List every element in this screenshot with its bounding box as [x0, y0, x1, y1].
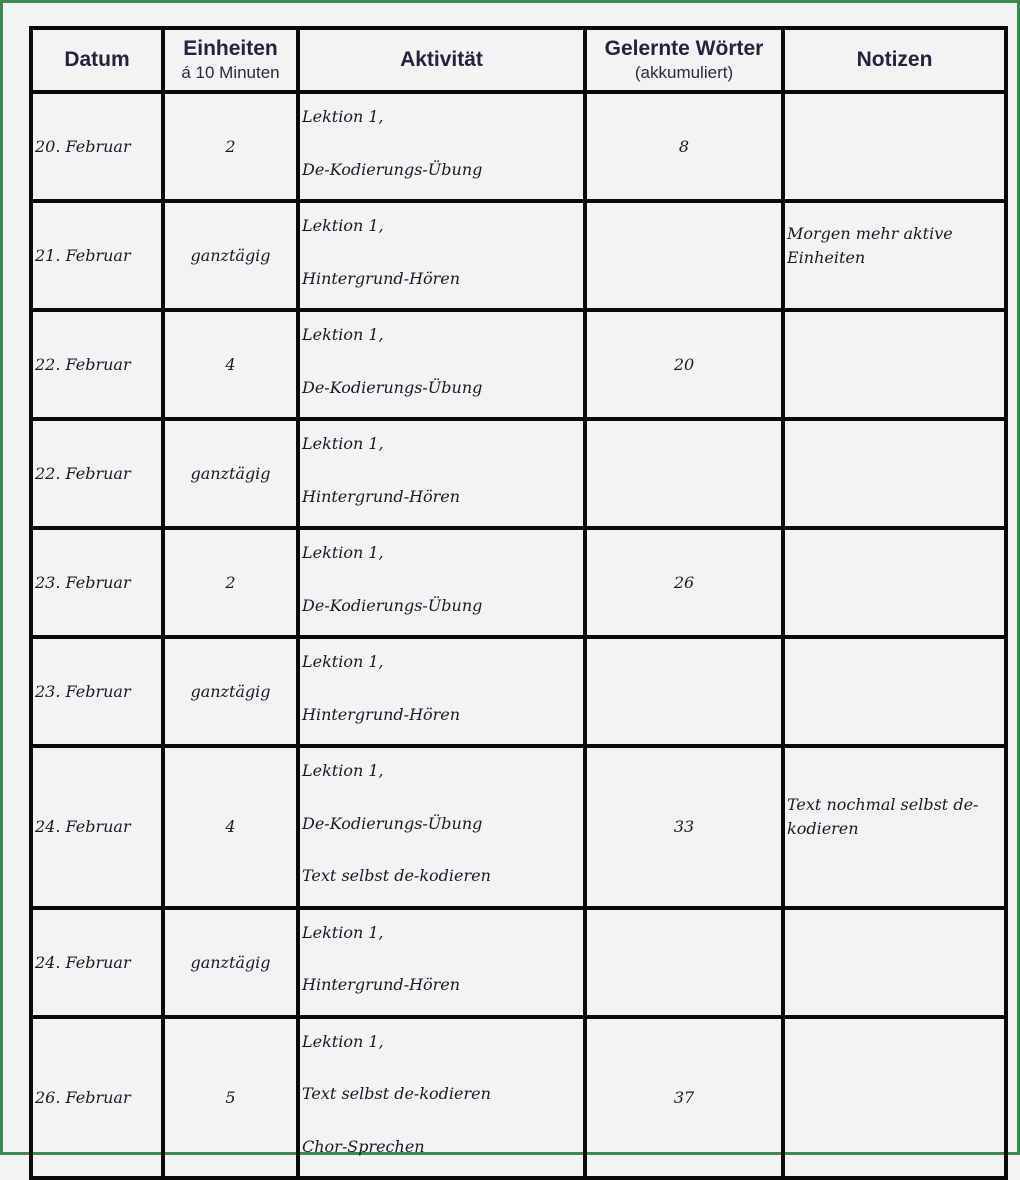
date-text: 22. Februar: [35, 355, 131, 374]
cell-date: [31, 746, 163, 908]
cell-date: [31, 908, 163, 1017]
activity-line: De-Kodierungs-Übung: [302, 377, 483, 397]
notes-text: Morgen mehr aktive Einheiten: [787, 223, 953, 267]
cell-activity: [298, 746, 585, 908]
activity-line: De-Kodierungs-Übung: [302, 813, 483, 833]
activity-line: Lektion 1,: [302, 652, 384, 671]
cell-activity: [298, 1017, 585, 1179]
cell-units: [163, 1017, 298, 1179]
activity-line: Hintergrund-Hören: [302, 975, 461, 994]
date-text: 24. Februar: [35, 952, 131, 972]
cell-units: [163, 419, 298, 528]
cell-date: [31, 92, 163, 201]
cell-activity: [298, 908, 585, 1017]
cell-activity: [298, 201, 585, 310]
header-units: [163, 28, 298, 92]
date-text: 21. Februar: [35, 246, 131, 265]
activity-line: Hintergrund-Hören: [302, 268, 461, 288]
activity-line: Lektion 1,: [302, 543, 384, 562]
cell-notes: [783, 419, 1006, 528]
cell-date: [31, 1017, 163, 1179]
words-text: 26: [673, 573, 695, 592]
cell-date: [31, 201, 163, 310]
cell-words: [585, 92, 783, 201]
table-row: [31, 310, 1006, 419]
cell-units: [163, 92, 298, 201]
table-body: [31, 92, 1006, 1178]
header-words-title: Gelernte Wörter: [604, 37, 764, 60]
date-text: 23. Februar: [35, 573, 131, 592]
notes-text: Text nochmal selbst de-kodieren: [787, 794, 979, 838]
cell-words: [585, 528, 783, 637]
cell-notes: [783, 92, 1006, 201]
header-words-subtitle: (akkumuliert): [634, 63, 734, 82]
words-text: 8: [678, 137, 690, 156]
words-text: 37: [673, 1087, 695, 1107]
date-text: 20. Februar: [35, 137, 131, 156]
cell-activity: [298, 528, 585, 637]
cell-notes: [783, 746, 1006, 908]
activity-line: Lektion 1,: [302, 1031, 384, 1051]
activity-line: Lektion 1,: [302, 216, 384, 235]
cell-units: [163, 637, 298, 746]
cell-units: [163, 908, 298, 1017]
activity-line: Hintergrund-Hören: [302, 704, 461, 724]
units-text: 4: [225, 355, 236, 374]
table-row: [31, 637, 1006, 746]
learning-log-table: [29, 26, 1008, 1180]
header-date: [31, 28, 163, 92]
header-words: [585, 28, 783, 92]
activity-line: Hintergrund-Hören: [302, 486, 461, 506]
header-row: [31, 28, 1006, 92]
cell-words: [585, 746, 783, 908]
cell-words: [585, 310, 783, 419]
date-text: 24. Februar: [35, 817, 131, 837]
cell-notes: [783, 201, 1006, 310]
cell-words: [585, 1017, 783, 1179]
cell-notes: [783, 908, 1006, 1017]
header-notes: [783, 28, 1006, 92]
cell-date: [31, 528, 163, 637]
activity-line: Text selbst de-kodieren: [302, 1084, 491, 1103]
cell-activity: [298, 310, 585, 419]
cell-units: [163, 201, 298, 310]
header-units-title: Einheiten: [183, 37, 278, 60]
date-text: 22. Februar: [35, 464, 131, 483]
activity-line: Lektion 1,: [302, 107, 384, 126]
units-text: 2: [225, 573, 236, 592]
cell-words: [585, 201, 783, 310]
activity-line: Chor-Sprechen: [302, 1136, 425, 1156]
cell-activity: [298, 419, 585, 528]
cell-notes: [783, 528, 1006, 637]
cell-activity: [298, 637, 585, 746]
header-activity-title: Aktivität: [400, 48, 483, 71]
header-date-title: Datum: [64, 48, 130, 71]
activity-line: Lektion 1,: [302, 761, 384, 780]
cell-notes: [783, 1017, 1006, 1179]
cell-activity: [298, 92, 585, 201]
cell-notes: [783, 310, 1006, 419]
activity-line: Lektion 1,: [302, 434, 384, 453]
units-text: ganztägig: [190, 682, 271, 701]
units-text: ganztägig: [190, 464, 271, 483]
activity-line: Text selbst de-kodieren: [302, 866, 491, 885]
cell-notes: [783, 637, 1006, 746]
date-text: 23. Februar: [35, 682, 131, 701]
header-units-subtitle: á 10 Minuten: [181, 63, 280, 82]
table-row: [31, 746, 1006, 908]
table-row: [31, 528, 1006, 637]
activity-line: Lektion 1,: [302, 922, 384, 942]
header-notes-title: Notizen: [856, 48, 933, 71]
table-row: [31, 908, 1006, 1017]
words-text: 20: [673, 355, 695, 374]
units-text: ganztägig: [190, 952, 271, 972]
cell-units: [163, 310, 298, 419]
cell-units: [163, 528, 298, 637]
activity-line: De-Kodierungs-Übung: [302, 159, 483, 179]
cell-units: [163, 746, 298, 908]
activity-line: De-Kodierungs-Übung: [302, 595, 483, 615]
table-row: [31, 1017, 1006, 1179]
header-activity: [298, 28, 585, 92]
cell-words: [585, 419, 783, 528]
date-text: 26. Februar: [35, 1087, 131, 1107]
units-text: 5: [225, 1087, 236, 1107]
units-text: 4: [225, 817, 236, 837]
units-text: 2: [225, 137, 236, 156]
cell-words: [585, 908, 783, 1017]
cell-words: [585, 637, 783, 746]
cell-date: [31, 310, 163, 419]
activity-line: Lektion 1,: [302, 325, 384, 344]
cell-date: [31, 419, 163, 528]
units-text: ganztägig: [190, 246, 271, 265]
table-row: [31, 201, 1006, 310]
table-row: [31, 419, 1006, 528]
cell-date: [31, 637, 163, 746]
table-row: [31, 92, 1006, 201]
words-text: 33: [673, 817, 695, 837]
